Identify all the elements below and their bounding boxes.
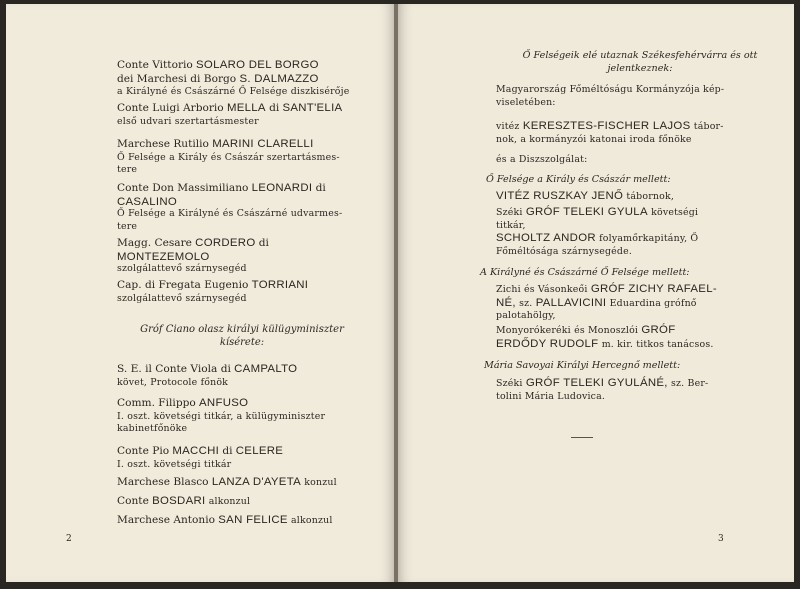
right-entry [496, 283, 761, 323]
entry-role: konzul [304, 477, 337, 488]
left-entry [117, 397, 367, 436]
entry-role: alkonzul [208, 496, 251, 507]
left-entry [117, 59, 367, 99]
entry-title: Marchese Blasco [117, 476, 209, 488]
entry-surname: LANZA D'AYETA [211, 476, 302, 488]
page-number: 2 [66, 534, 72, 544]
left-entry [117, 514, 367, 528]
entry-role: alkonzul [291, 515, 333, 526]
entry-surname: MELLA [226, 102, 266, 114]
entry-title: Conte Pio [117, 445, 170, 457]
left-entry [117, 363, 367, 389]
paragraph-line: Magyarország Főméltóságu Kormányzója kép- [496, 84, 725, 95]
entry-role: tábor- [693, 121, 724, 132]
paragraph-line: viseletében: [496, 96, 556, 108]
heading-line: kísérete: [219, 336, 265, 348]
section-heading [132, 324, 352, 349]
right-entry [496, 377, 761, 403]
intro-heading [490, 50, 790, 75]
right-paragraph [496, 154, 761, 167]
entry-role: a Királyné és Császárné Ő Felsége diszkisérője [117, 86, 350, 98]
entry-surname: GRÓF ZICHY RAFAEL- [590, 283, 717, 295]
entry-surname: GRÓF [641, 324, 676, 336]
entry-word: Monyorókeréki és Monoszlói [496, 325, 639, 336]
left-entry [117, 102, 367, 128]
entry-role: Ő Felsége a Király és Császár szertartásmes- [117, 151, 340, 163]
entry-role: sz. Ber- [670, 378, 709, 389]
entry-title: Conte Don Massimiliano [117, 182, 249, 194]
heading-line: Mária Savoyai Királyi Hercegnő mellett: [484, 360, 681, 371]
section-heading [480, 267, 745, 280]
entry-word: di [315, 182, 326, 194]
entry-surname: CELERE [235, 445, 284, 457]
entry-surname: ERDŐDY RUDOLF [496, 337, 599, 350]
right-page [398, 4, 794, 582]
entry-title: Conte Luigi Arborio [117, 102, 224, 114]
entry-surname: NÉ, [496, 296, 516, 309]
entry-role: Főméltósága szárnysegéde. [496, 245, 633, 257]
entry-title: Conte [117, 495, 149, 507]
entry-surname: MACCHI [172, 445, 220, 457]
entry-surname: KERESZTES-FISCHER LAJOS [522, 120, 691, 132]
entry-role: tere [117, 164, 138, 176]
left-entry [117, 279, 367, 305]
paragraph-line: és a Diszszolgálat: [496, 154, 588, 165]
entry-surname: SANT'ELIA [282, 102, 343, 114]
section-heading [486, 174, 751, 187]
entry-role: tolini Mária Ludovica. [496, 390, 606, 402]
entry-role: I. oszt. követségi titkár [117, 458, 232, 470]
entry-surname: GRÓF TELEKI GYULA [525, 206, 648, 218]
section-heading [484, 360, 749, 373]
entry-surname: TORRIANI [251, 279, 309, 291]
entry-surname: GRÓF TELEKI GYULÁNÉ, [525, 377, 668, 389]
entry-role: folyamőrkapitány, Ő [599, 233, 699, 244]
left-entry [117, 495, 367, 509]
entry-surname: ANFUSO [199, 397, 249, 409]
left-entry [117, 476, 367, 490]
entry-surname: BOSDARI [152, 495, 206, 507]
entry-surname: CORDERO [195, 237, 256, 249]
heading-line: Ő Felségeik elé utaznak Székesfehérvárra és ott [522, 50, 758, 61]
entry-role: kabinetfőnöke [117, 423, 188, 435]
entry-surname: SOLARO DEL BORGO [196, 59, 319, 71]
entry-role: I. oszt. követségi titkár, a külügyminiszter [117, 410, 326, 422]
entry-surname: CAMPALTO [234, 363, 298, 375]
heading-line: A Királyné és Császárné Ő Felsége mellett: [480, 267, 690, 278]
entry-surname: PALLAVICINI [535, 296, 607, 309]
entry-word: Széki [496, 378, 523, 389]
left-page [6, 4, 394, 582]
entry-word: di [269, 102, 280, 114]
entry-surname: LEONARDI [251, 182, 313, 194]
entry-role: követségi [651, 207, 699, 218]
entry-role: szolgálattevő szárnysegéd [117, 263, 247, 275]
entry-word: di [222, 445, 233, 457]
entry-word: Zichi és Vásonkeői [496, 284, 588, 295]
entry-surname: S. DALMAZZO [239, 72, 319, 85]
right-entry [496, 190, 761, 204]
entry-role: m. kir. titkos tanácsos. [601, 338, 714, 350]
right-entry [496, 324, 761, 351]
entry-surname: MARINI CLARELLI [212, 138, 314, 150]
heading-line: jelentkeznek: [607, 62, 673, 74]
entry-surname: VITÉZ RUSZKAY JENŐ [496, 190, 624, 202]
entry-role: palotahölgy, [496, 310, 556, 322]
entry-role: szolgálattevő szárnysegéd [117, 292, 247, 304]
entry-title: Comm. Filippo [117, 397, 196, 409]
entry-word: vitéz [496, 121, 520, 132]
entry-role: Ő Felsége a Királyné és Császárné udvarmes- [117, 208, 343, 220]
entry-surname: MONTEZEMOLO [117, 250, 210, 263]
entry-role: tábornok, [626, 191, 675, 202]
left-entry [117, 237, 367, 276]
right-entry [496, 206, 761, 232]
entry-title: S. E. il Conte Viola di [117, 363, 231, 375]
entry-title: Conte Vittorio [117, 59, 193, 71]
heading-line: Gróf Ciano olasz királyi külügyminiszter [140, 324, 344, 335]
right-paragraph [496, 84, 761, 109]
entry-title: Marchese Rutilio [117, 138, 209, 150]
left-entry [117, 138, 367, 177]
entry-role: követ, Protocole főnök [117, 376, 229, 388]
entry-role: Eduardina grófnő [609, 297, 697, 309]
right-entry [496, 120, 761, 146]
left-entry [117, 182, 367, 233]
entry-word: Széki [496, 207, 523, 218]
entry-line: dei Marchesi di Borgo [117, 72, 237, 85]
entry-title: Marchese Antonio [117, 514, 216, 526]
left-entry [117, 445, 367, 471]
page-number: 3 [718, 534, 724, 544]
entry-role: titkár, [496, 219, 526, 231]
entry-title: Cap. di Fregata Eugenio [117, 279, 249, 291]
entry-role: első udvari szertartásmester [117, 115, 259, 127]
section-divider [571, 437, 593, 438]
entry-title: Magg. Cesare [117, 237, 192, 249]
entry-role: tere [117, 220, 138, 232]
entry-word: sz. [519, 297, 533, 309]
entry-role: nok, a kormányzói katonai iroda főnöke [496, 133, 692, 145]
entry-word: di [258, 237, 269, 249]
entry-surname: SCHOLTZ ANDOR [496, 232, 596, 244]
right-entry [496, 232, 761, 258]
entry-surname: SAN FELICE [218, 514, 288, 526]
entry-surname: CASALINO [117, 195, 178, 208]
heading-line: Ő Felsége a Király és Császár mellett: [486, 174, 671, 185]
